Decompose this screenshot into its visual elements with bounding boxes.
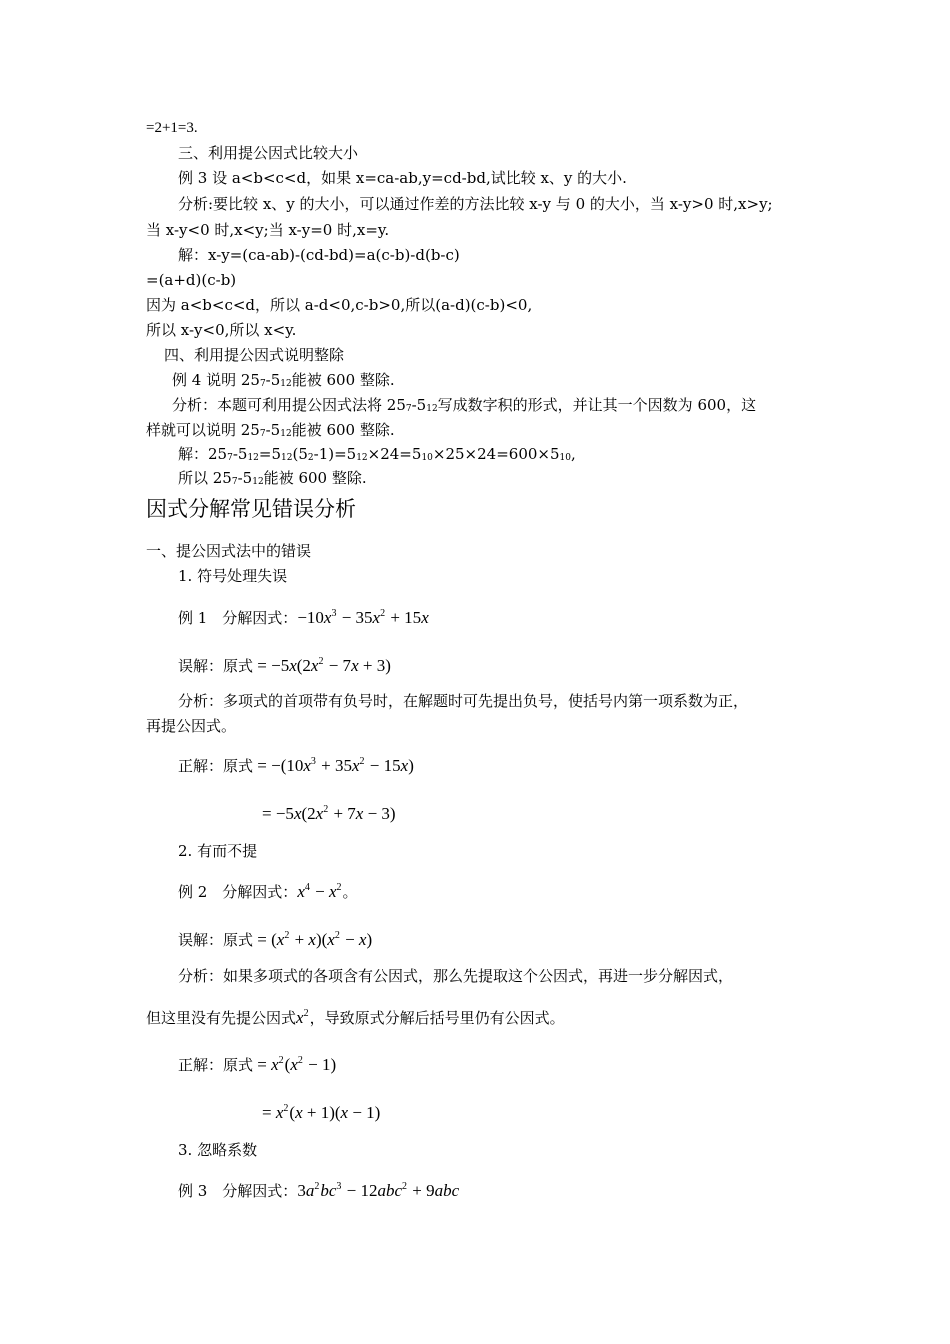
text-line: 例 3 设 a<b<c<d，如果 x=ca-ab,y=cd-bd,试比较 x、y 的大小. <box>178 169 627 187</box>
text-run: ×25×24=600×5 <box>432 445 560 463</box>
formula: = $x^2(x^2 - 1)$ <box>253 1055 337 1074</box>
example-label: 例 3 分解因式： <box>178 1182 298 1200</box>
text-line <box>178 444 576 468</box>
formula: = $-(10x^3 + 35x^2 - 15x)$ <box>253 756 414 775</box>
exponent: 12 <box>281 453 293 463</box>
example-line <box>178 1051 336 1075</box>
exponent: 7 <box>227 453 233 463</box>
example-line <box>178 1177 459 1201</box>
exponent: 12 <box>247 453 259 463</box>
text-line: 分析:要比较 x、y 的大小，可以通过作差的方法比较 x-y 与 0 的大小，当 x-y>0 时,x>y; <box>178 195 773 213</box>
text-run: , <box>570 445 576 463</box>
exponent: 10 <box>559 453 571 463</box>
text-run: -5 <box>232 445 248 463</box>
text-run: -5 <box>265 371 281 389</box>
subsection-title: 1. 符号处理失误 <box>178 567 288 585</box>
text-run: 例 4 说明 25 <box>172 371 260 389</box>
text-line: 所以 x-y<0,所以 x<y. <box>146 321 297 339</box>
exponent: 12 <box>426 404 438 414</box>
text-run: 能被 600 整除. <box>291 371 395 389</box>
text-run: (5 <box>292 445 308 463</box>
text-run: 解：25 <box>178 445 228 463</box>
text-run: 但这里没有先提公因式 <box>146 1009 297 1027</box>
text-line: =(a+d)(c-b) <box>146 271 237 289</box>
formula: = $-5x(2x^2 - 7x + 3)$ <box>253 656 391 675</box>
formula: $x^2$ <box>296 1008 309 1027</box>
text-line: 当 x-y<0 时,x<y;当 x-y=0 时,x=y. <box>146 221 390 239</box>
exponent: 2 <box>307 453 314 463</box>
section-title: 四、利用提公因式说明整除 <box>164 346 345 364</box>
text-run: 所以 25 <box>178 469 232 487</box>
text-run: 。 <box>342 883 358 901</box>
formula: $-10x^3 - 35x^2 + 15x$ <box>297 608 429 627</box>
text-run: 能被 600 整除. <box>263 469 367 487</box>
text-run: 分析：本题可利用提公因式法将 25 <box>172 396 406 414</box>
exponent: 10 <box>421 453 433 463</box>
text-run: =5 <box>258 445 282 463</box>
text-line: 解：x-y=(ca-ab)-(cd-bd)=a(c-b)-d(b-c) <box>178 246 460 264</box>
example-label: 例 1 分解因式： <box>178 609 298 627</box>
exponent: 7 <box>231 477 238 487</box>
text-line <box>146 1004 565 1028</box>
exponent: 12 <box>280 429 292 439</box>
exponent: 7 <box>405 404 412 414</box>
exponent: 7 <box>259 429 266 439</box>
text-run: -5 <box>411 396 427 414</box>
example-line <box>178 752 414 776</box>
text-line <box>172 395 756 419</box>
subsection-title: 3. 忽略系数 <box>178 1141 258 1159</box>
formula: = $x^2(x + 1)(x - 1)$ <box>262 1103 381 1122</box>
text-line: 再提公因式。 <box>146 717 237 735</box>
text-run: 样就可以说明 25 <box>146 421 260 439</box>
example-line <box>178 926 372 950</box>
correct-solution-label: 正解：原式 <box>178 1056 254 1074</box>
example-line <box>178 878 358 902</box>
formula: = $-5x(2x^2 + 7x - 3)$ <box>262 804 396 823</box>
text-line: 分析：如果多项式的各项含有公因式，那么先提取这个公因式，再进一步分解因式， <box>178 967 734 985</box>
exponent: 12 <box>356 453 368 463</box>
subsection-title: 2. 有而不提 <box>178 842 258 860</box>
page-heading: 因式分解常见错误分析 <box>146 497 356 521</box>
section-title: 三、利用提公因式比较大小 <box>178 144 359 162</box>
example-label: 例 2 分解因式： <box>178 883 298 901</box>
section-title: 一、提公因式法中的错误 <box>146 542 312 560</box>
wrong-solution-label: 误解：原式 <box>178 657 254 675</box>
example-line <box>178 652 391 676</box>
text-run: -5 <box>237 469 253 487</box>
exponent: 7 <box>259 379 266 389</box>
text-run: -5 <box>265 421 281 439</box>
text-run: ×24=5 <box>367 445 422 463</box>
text-run: 写成数字积的形式，并让其一个因数为 600，这 <box>437 396 757 414</box>
exponent: 12 <box>252 477 264 487</box>
text-run: 能被 600 整除. <box>291 421 395 439</box>
text-run: ，导致原式分解后括号里仍有公因式。 <box>309 1009 565 1027</box>
text-line: =2+1=3. <box>146 120 198 136</box>
text-run: -1)=5 <box>313 445 357 463</box>
correct-solution-label: 正解：原式 <box>178 757 254 775</box>
example-line <box>178 604 429 628</box>
formula: $3a^2bc^3 - 12abc^2 + 9abc$ <box>297 1181 460 1200</box>
text-line <box>172 370 395 394</box>
exponent: 12 <box>280 379 292 389</box>
text-line <box>146 420 395 444</box>
formula: = $(x^2 + x)(x^2 - x)$ <box>253 930 373 949</box>
formula: $x^4 - x^2$ <box>297 882 342 901</box>
text-line: 分析：多项式的首项带有负号时，在解题时可先提出负号，使括号内第一项系数为正， <box>178 692 749 710</box>
text-line: 因为 a<b<c<d，所以 a-d<0,c-b>0,所以(a-d)(c-b)<0, <box>146 296 533 314</box>
text-line <box>178 468 367 492</box>
wrong-solution-label: 误解：原式 <box>178 931 254 949</box>
